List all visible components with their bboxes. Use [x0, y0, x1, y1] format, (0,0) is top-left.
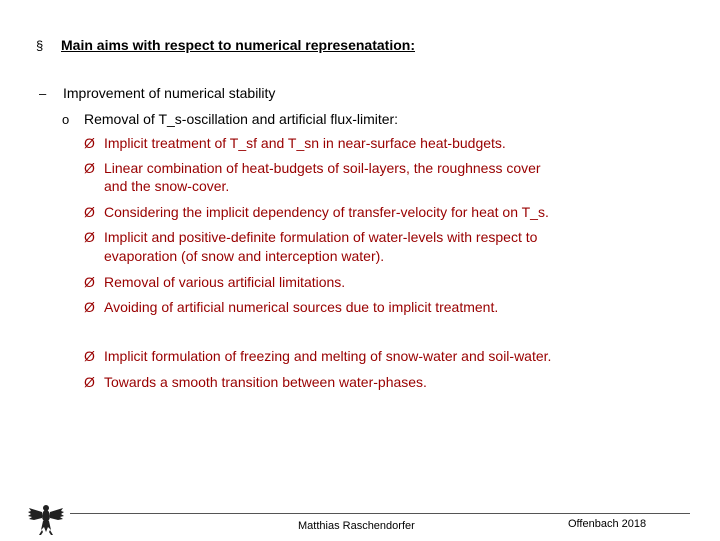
footer-author: Matthias Raschendorfer	[298, 520, 415, 532]
arrow-icon: Ø	[84, 274, 95, 290]
list-item: Linear combination of heat-budgets of soil-layers, the roughness cover	[104, 160, 541, 176]
footer-place-year: Offenbach 2018	[568, 518, 647, 530]
federal-eagle-icon	[27, 502, 65, 536]
arrow-icon: Ø	[84, 299, 95, 315]
section-dash: –	[39, 86, 47, 101]
subsection-title: Removal of T_s-oscillation and artificial flux-limiter:	[84, 111, 399, 127]
arrow-icon: Ø	[84, 204, 95, 220]
list-item: Implicit and positive-definite formulation of water-levels with respect to	[104, 229, 538, 245]
subsection-marker: o	[62, 112, 70, 127]
footer-divider	[70, 513, 690, 514]
arrow-icon: Ø	[84, 348, 95, 364]
page-heading: Main aims with respect to numerical represenatation:	[61, 37, 415, 53]
list-item: Considering the implicit dependency of transfer-velocity for heat on T_s.	[104, 204, 549, 220]
heading-bullet: §	[36, 38, 44, 53]
list-item: Implicit formulation of freezing and melting of snow-water and soil-water.	[104, 348, 552, 364]
list-item: Avoiding of artificial numerical sources due to implicit treatment.	[104, 299, 499, 315]
list-item: Towards a smooth transition between water-phases.	[104, 374, 427, 390]
arrow-icon: Ø	[84, 374, 95, 390]
arrow-icon: Ø	[84, 229, 95, 245]
list-item: Implicit treatment of T_sf and T_sn in near-surface heat-budgets.	[104, 135, 506, 151]
arrow-icon: Ø	[84, 135, 95, 151]
section-title: Improvement of numerical stability	[63, 85, 276, 101]
arrow-icon: Ø	[84, 160, 95, 176]
list-item-continuation: and the snow-cover.	[104, 178, 230, 194]
list-item: Removal of various artificial limitations.	[104, 274, 346, 290]
list-item-continuation: evaporation (of snow and interception water).	[104, 248, 385, 264]
